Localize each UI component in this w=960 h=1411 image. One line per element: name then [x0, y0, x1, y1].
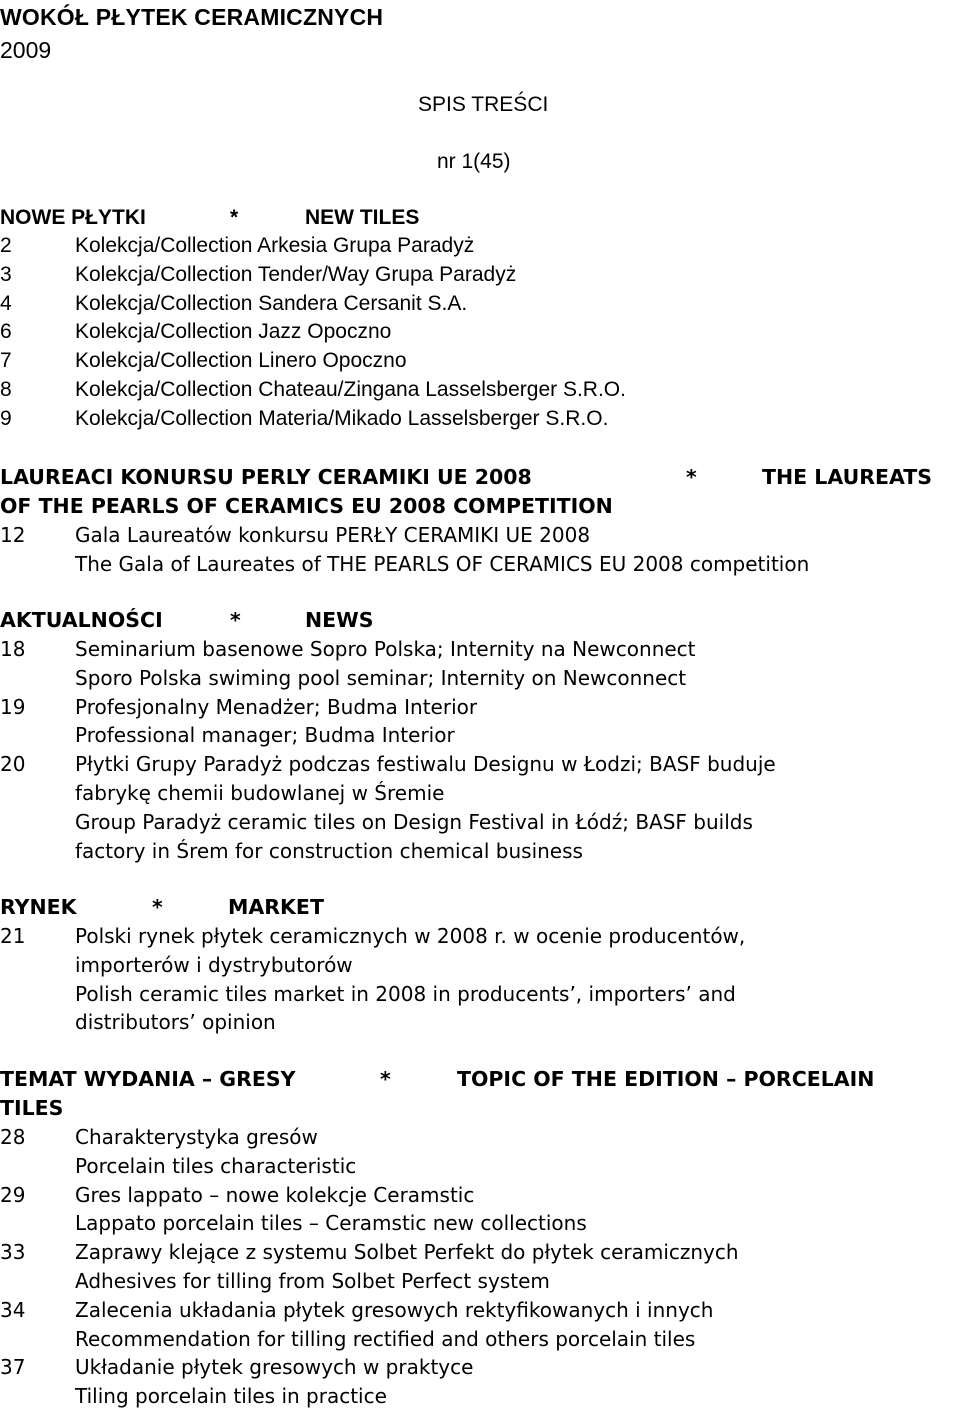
toc-entry — [0, 635, 960, 693]
entry-title-en: Lappato porcelain tiles – Ceramstic new collections — [75, 1211, 587, 1236]
toc-entry — [0, 405, 960, 434]
entry-title: Kolekcja/Collection Materia/Mikado Lasselsberger S.R.O. — [75, 406, 609, 430]
magazine-title: WOKÓŁ PŁYTEK CERAMICZNYCH — [0, 4, 384, 30]
section-topic — [0, 1065, 960, 1411]
page-number: 37 — [0, 1355, 26, 1380]
heading-pl: NOWE PŁYTKI — [0, 206, 146, 229]
entry-title-pl: Polski rynek płytek ceramicznych w 2008 r. w ocenie producentów, — [75, 924, 746, 948]
entry-title: Kolekcja/Collection Chateau/Zingana Lasselsberger S.R.O. — [75, 377, 626, 401]
entry-title-pl: Zalecenia układania płytek gresowych rektyfikowanych i innych — [75, 1297, 714, 1322]
section-heading — [0, 606, 960, 635]
heading-en: TOPIC OF THE EDITION – PORCELAIN — [457, 1067, 875, 1091]
issue-number: nr 1(45) — [437, 150, 511, 173]
page-number: 33 — [0, 1240, 26, 1265]
entry-title-pl: Płytki Grupy Paradyż podczas festiwalu Designu w Łodzi; BASF buduje — [75, 752, 776, 777]
heading-en: NEWS — [305, 608, 374, 632]
heading-pl: RYNEK — [0, 895, 77, 919]
page-number: 34 — [0, 1297, 26, 1322]
heading-separator: * — [686, 465, 697, 489]
heading-en: THE LAUREATS — [762, 465, 933, 489]
toc-entry — [0, 750, 960, 865]
toc-entry — [0, 290, 960, 319]
page-number: 7 — [0, 349, 12, 373]
page-number: 2 — [0, 234, 12, 257]
entry-title-en: Porcelain tiles characteristic — [75, 1153, 357, 1178]
entry-title-en: Recommendation for tilling rectified and others porcelain tiles — [75, 1326, 696, 1351]
toc-entry — [0, 347, 960, 376]
page-number: 9 — [0, 406, 12, 430]
section-news — [0, 606, 960, 865]
toc-entry — [0, 1181, 960, 1239]
heading-continuation: TILES — [0, 1096, 64, 1120]
entry-title: Kolekcja/Collection Jazz Opoczno — [75, 320, 392, 344]
heading-separator: * — [230, 608, 241, 632]
section-heading — [0, 203, 960, 232]
entry-title-pl: Gala Laureatów konkursu PERŁY CERAMIKI UE 2008 — [75, 523, 591, 547]
entry-title: Kolekcja/Collection Arkesia Grupa Paradyż — [75, 234, 475, 257]
entry-title: Kolekcja/Collection Tender/Way Grupa Paradyż — [75, 262, 517, 286]
heading-en: NEW TILES — [305, 206, 420, 229]
entry-title-en: The Gala of Laureates of THE PEARLS OF CERAMICS EU 2008 competition — [75, 551, 810, 576]
toc-entry — [0, 232, 960, 261]
section-market — [0, 893, 960, 1037]
heading-separator: * — [152, 895, 163, 919]
toc-entry — [0, 1296, 960, 1354]
section-heading — [0, 1065, 960, 1094]
entry-title-en: Sporo Polska swiming pool seminar; Internity on Newconnect — [75, 665, 687, 690]
entry-title-en: Professional manager; Budma Interior — [75, 723, 455, 748]
entry-title: Kolekcja/Collection Linero Opoczno — [75, 349, 407, 373]
entry-title-pl-cont: fabrykę chemii budowlanej w Śremie — [75, 780, 445, 805]
toc-entry — [0, 376, 960, 405]
page-number: 18 — [0, 637, 26, 661]
page-number: 8 — [0, 377, 12, 401]
toc-entry — [0, 521, 960, 579]
entry-title-en: Polish ceramic tiles market in 2008 in producents’, importers’ and — [75, 981, 736, 1006]
toc-title: SPIS TREŚCI — [418, 93, 549, 116]
heading-pl: LAUREACI KONURSU PERLY CERAMIKI UE 2008 — [0, 465, 532, 489]
entry-title-pl: Charakterystyka gresów — [75, 1125, 318, 1149]
page-number: 19 — [0, 694, 26, 719]
entry-title-en: Tiling porcelain tiles in practice — [75, 1384, 387, 1409]
entry-title-en: Group Paradyż ceramic tiles on Design Festival in Łódź; BASF builds — [75, 809, 753, 834]
section-heading — [0, 463, 960, 492]
page-number: 21 — [0, 924, 26, 948]
section-laureates — [0, 463, 960, 579]
magazine-year: 2009 — [0, 37, 52, 63]
page-number: 6 — [0, 320, 12, 344]
toc-entry — [0, 693, 960, 751]
toc-entry — [0, 922, 960, 1037]
heading-separator: * — [380, 1067, 391, 1091]
heading-separator: * — [230, 206, 239, 229]
entry-title-en: Adhesives for tilling from Solbet Perfect system — [75, 1268, 550, 1293]
toc-entry — [0, 318, 960, 347]
toc-entry — [0, 1238, 960, 1296]
heading-pl: TEMAT WYDANIA – GRESY — [0, 1067, 296, 1091]
page-number: 20 — [0, 752, 26, 777]
section-heading — [0, 893, 960, 922]
entry-title-en-cont: distributors’ opinion — [75, 1010, 276, 1035]
entry-title-pl: Gres lappato – nowe kolekcje Ceramstic — [75, 1182, 475, 1207]
heading-continuation: OF THE PEARLS OF CERAMICS EU 2008 COMPETITION — [0, 494, 613, 518]
entry-title-pl: Profesjonalny Menadżer; Budma Interior — [75, 694, 478, 719]
page-number: 3 — [0, 262, 12, 286]
page-number: 4 — [0, 291, 12, 315]
toc-entry — [0, 1353, 960, 1411]
page-number: 28 — [0, 1125, 26, 1149]
heading-en: MARKET — [228, 895, 324, 919]
page-number: 12 — [0, 523, 26, 547]
entry-title-pl: Układanie płytek gresowych w praktyce — [75, 1355, 474, 1380]
toc-entry — [0, 261, 960, 290]
entry-title-pl: Seminarium basenowe Sopro Polska; Internity na Newconnect — [75, 637, 696, 661]
entry-title-pl-cont: importerów i dystrybutorów — [75, 952, 353, 977]
heading-pl: AKTUALNOŚCI — [0, 608, 163, 632]
page-number: 29 — [0, 1182, 26, 1207]
entry-title-en-cont: factory in Śrem for construction chemical business — [75, 838, 583, 863]
entry-title: Kolekcja/Collection Sandera Cersanit S.A. — [75, 291, 468, 315]
section-new-tiles — [0, 203, 960, 434]
toc-entry — [0, 1123, 960, 1181]
entry-title-pl: Zaprawy klejące z systemu Solbet Perfekt do płytek ceramicznych — [75, 1240, 739, 1265]
